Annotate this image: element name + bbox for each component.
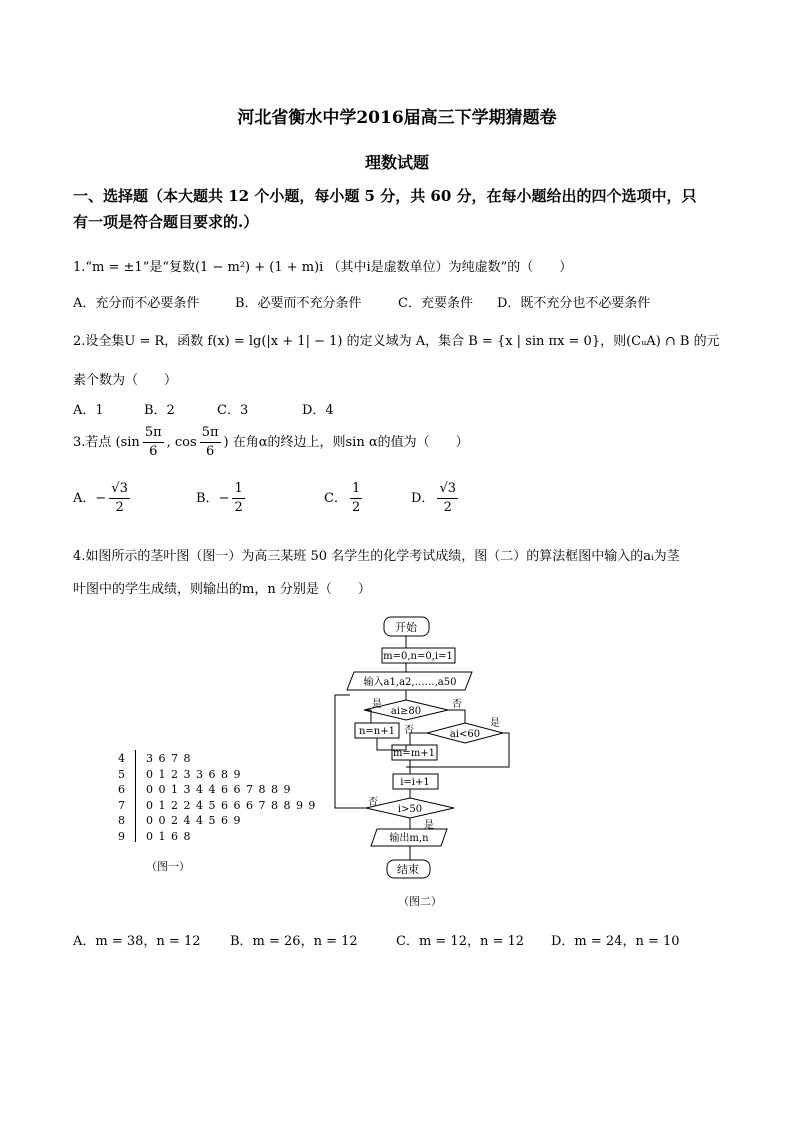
q3-option-b-den: 2 [234, 500, 243, 515]
q1-option-c: C．充要条件 [398, 296, 473, 311]
fig1-caption: （图一） [146, 860, 190, 873]
q4-option-b: B．m = 26，n = 12 [230, 934, 358, 949]
flow-m-inc-label: m=m+1 [392, 748, 436, 759]
flow-no-label-3: 否 [368, 797, 378, 808]
q3-frac-cos-den: 6 [205, 444, 215, 459]
q3-option-b [196, 480, 248, 517]
leaf-values: 0 1 6 8 [146, 829, 192, 843]
q3-option-d-frac [437, 480, 458, 517]
q3-option-c [324, 480, 365, 517]
q3-option-a-den: 2 [115, 500, 124, 515]
q3-option-d-num: √3 [437, 480, 458, 499]
q3-stem-suffix: ) 在角α的终边上，则sin α的值为（ ） [223, 435, 469, 450]
q1-option-b: B．必要而不充分条件 [235, 296, 362, 311]
leaf-values: 3 6 7 8 [146, 752, 192, 765]
q3-option-a-frac [109, 480, 130, 517]
q4-option-c: C．m = 12，n = 12 [396, 934, 525, 949]
stem-value: 6 [118, 783, 126, 796]
stem-leaf-row [118, 798, 316, 814]
flowchart [320, 612, 520, 887]
q2-option-b: B．2 [144, 403, 175, 418]
stem-leaf-row [118, 782, 316, 798]
page-subtitle: 理数试题 [364, 153, 429, 172]
q3-option-d [411, 480, 461, 517]
stem-value: 9 [118, 829, 126, 843]
q3-frac-sin-den: 6 [149, 444, 158, 459]
q4-option-d: D．m = 24，n = 10 [551, 934, 680, 949]
q4-stem-line1: 4.如图所示的茎叶图（图一）为高三某班 50 名学生的化学考试成绩，图（二）的算法框图中输入的aᵢ为茎 [73, 549, 680, 564]
q3-option-a [73, 480, 133, 517]
q3-cos-text: , cos [166, 435, 197, 450]
section-heading [73, 183, 723, 235]
flow-yes-label-1: 是 [372, 699, 382, 710]
q4-option-a: A．m = 38，n = 12 [73, 934, 201, 949]
stem-leaf-plot [118, 751, 316, 844]
q3-option-d-label: D． [411, 491, 435, 506]
q3-option-c-num: 1 [350, 480, 362, 499]
flow-cond2-label: ai<60 [449, 729, 481, 740]
flow-no-label-2: 否 [404, 725, 414, 736]
leaf-values: 0 0 2 4 4 5 6 9 [146, 814, 242, 827]
q3-frac-sin-num: 5π [143, 424, 164, 443]
q1-option-a: A．充分而不必要条件 [73, 296, 200, 311]
section-heading-line2: 有一项是符合题目要求的.） [73, 213, 259, 231]
q2-stem-line1: 2.设全集U = R，函数 f(x) = lg(|x + 1| − 1) 的定义域为 A，集合 B = {x | sin πx = 0}，则(CᵤA) ∩ B 的元 [73, 334, 720, 349]
flow-output-label: 输出m,n [389, 833, 429, 844]
leaf-values: 0 1 2 3 3 6 8 9 [146, 767, 242, 781]
leaf-values: 0 1 2 2 4 5 6 6 6 7 8 8 9 9 [146, 798, 317, 812]
q3-option-a-sign: − [95, 491, 107, 506]
section-heading-line1: 一、选择题（本大题共 12 个小题，每小题 5 分，共 60 分，在每小题给出的四个选项中，只 [73, 187, 697, 205]
stem-value: 4 [118, 752, 126, 765]
q3-frac-cos [200, 424, 221, 461]
fig2-caption: （图二） [398, 895, 442, 908]
q3-option-b-sign: − [218, 491, 230, 506]
flow-end-label: 结束 [397, 863, 419, 876]
flow-no-label-1: 否 [452, 699, 462, 710]
stem-value: 7 [118, 798, 126, 812]
q2-option-c: C．3 [217, 403, 249, 418]
stem-leaf-row [118, 751, 316, 767]
flow-cond1-label: ai≥80 [390, 706, 422, 717]
flow-init-label: m=0,n=0,i=1 [383, 651, 453, 662]
leaf-values: 0 0 1 3 4 4 6 6 7 8 8 9 [146, 783, 292, 796]
stem-value: 5 [118, 767, 126, 781]
stem-value: 8 [118, 814, 126, 827]
flow-yes-label-2: 是 [490, 718, 500, 729]
flow-yes-label-3: 是 [424, 820, 434, 831]
q3-option-b-label: B． [196, 491, 219, 506]
q2-option-a: A．1 [73, 403, 104, 418]
q3-option-c-den: 2 [351, 500, 361, 515]
flow-input-label: 输入a1,a2,……,a50 [363, 677, 457, 688]
q2-stem-line2: 素个数为（ ） [73, 373, 178, 388]
q1-option-d: D．既不充分也不必要条件 [497, 296, 651, 311]
flow-cond3-label: i>50 [397, 804, 423, 815]
q3-option-c-label: C． [324, 491, 347, 506]
q3-option-b-num: 1 [232, 480, 244, 499]
q4-stem-line2: 叶图中的学生成绩，则输出的m，n 分别是（ ） [73, 582, 371, 597]
q1-stem: 1.“m = ±1”是“复数(1 − m²) + (1 + m)i （其中i是虚数单位）为纯虚数”的（ ） [73, 260, 573, 275]
q3-option-a-label: A． [73, 491, 96, 506]
q3-option-d-den: 2 [443, 500, 452, 515]
flow-i-inc-label: i=i+1 [400, 777, 430, 788]
q3-stem-prefix: 3.若点 (sin [73, 435, 140, 450]
q3-stem [73, 424, 469, 461]
q3-frac-sin [143, 424, 164, 461]
flow-n-inc-label: n=n+1 [358, 726, 396, 737]
q3-option-c-frac [350, 480, 362, 517]
page-title: 河北省衡水中学2016届高三下学期猜题卷 [237, 108, 557, 128]
q3-option-a-num: √3 [109, 480, 130, 499]
stem-leaf-row [118, 767, 316, 783]
q3-option-b-frac [232, 480, 244, 517]
q3-frac-cos-num: 5π [200, 424, 221, 443]
q2-option-d: D．4 [302, 403, 334, 418]
flow-start-label: 开始 [395, 621, 417, 634]
stem-leaf-row [118, 813, 316, 829]
stem-leaf-row [118, 829, 316, 845]
